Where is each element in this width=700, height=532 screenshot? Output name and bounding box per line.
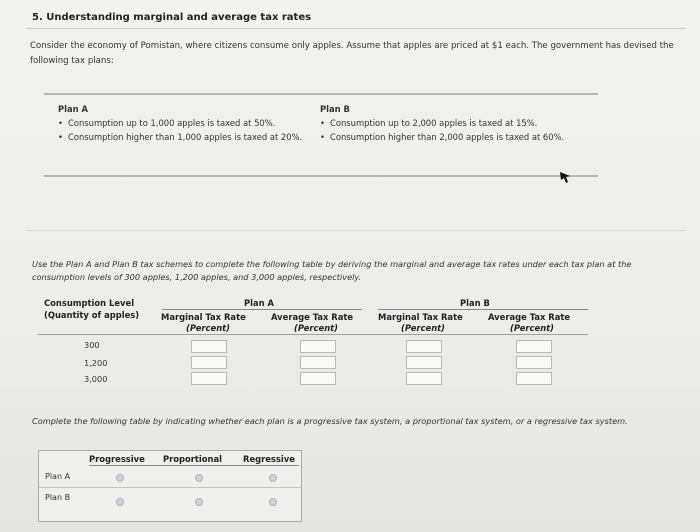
system-row-plan-a: Plan A <box>45 472 71 481</box>
b-marginal-3000-input[interactable] <box>406 372 442 385</box>
rates-header-rule <box>38 334 588 335</box>
progressive-header: Progressive <box>89 454 145 464</box>
question-intro: Consider the economy of Pomistan, where citizens consume only apples. Assume that apples are priced at $1 each. The government has devised the following tax plans: <box>30 41 674 66</box>
regressive-header: Regressive <box>243 454 295 464</box>
a-average-3000-input[interactable] <box>300 372 336 385</box>
plan-b-regressive-radio[interactable] <box>269 498 277 506</box>
b-marginal-300-input[interactable] <box>406 340 442 353</box>
plan-a-progressive-radio[interactable] <box>116 474 124 482</box>
mouse-cursor-icon <box>558 170 572 184</box>
plan-a-block <box>58 102 308 144</box>
plan-b-bullet: • Consumption higher than 2,000 apples is taxed at 60%. <box>320 130 578 144</box>
b-average-1200-input[interactable] <box>516 356 552 369</box>
system-header-rule <box>89 465 299 466</box>
b-marginal-1200-input[interactable] <box>406 356 442 369</box>
plans-bottom-rule <box>44 175 598 177</box>
plan-b-title: Plan B <box>320 104 350 114</box>
plan-a-bullets <box>58 116 308 144</box>
plan-a-proportional-radio[interactable] <box>195 474 203 482</box>
plan-a-title: Plan A <box>58 104 89 114</box>
row-label-1200: 1,200 <box>84 358 108 368</box>
b-average-3000-input[interactable] <box>516 372 552 385</box>
row-label-3000: 3,000 <box>84 374 108 384</box>
b-marginal-percent: (Percent) <box>401 323 445 333</box>
a-marginal-3000-input[interactable] <box>191 372 227 385</box>
b-average-percent: (Percent) <box>510 323 554 333</box>
plan-b-group-rule <box>378 309 588 310</box>
plan-a-group-rule <box>162 309 362 310</box>
section-divider <box>26 230 686 231</box>
plan-b-bullet: • Consumption up to 2,000 apples is taxed at 15%. <box>320 116 578 130</box>
plans-top-rule <box>44 93 598 95</box>
plan-a-bullet: • Consumption up to 1,000 apples is taxed at 50%. <box>58 116 308 130</box>
row-label-300: 300 <box>84 340 100 350</box>
a-average-1200-input[interactable] <box>300 356 336 369</box>
proportional-header: Proportional <box>163 454 223 464</box>
rates-table-instruction: Use the Plan A and Plan B tax schemes to complete the following table by deriving the marginal and average tax rates under each tax plan at the consumption levels of 300 apples, 1,200 apples, and 3,000 apples, respectively. <box>32 259 632 282</box>
a-marginal-header: Marginal Tax Rate <box>161 312 246 322</box>
plan-b-group-header: Plan B <box>460 298 490 308</box>
a-average-300-input[interactable] <box>300 340 336 353</box>
question-title: 5. Understanding marginal and average tax rates <box>32 12 312 23</box>
plan-b-progressive-radio[interactable] <box>116 498 124 506</box>
consumption-subheader: (Quantity of apples) <box>44 310 140 320</box>
system-row-divider <box>39 487 301 488</box>
plan-b-block <box>320 102 578 144</box>
consumption-header: Consumption Level <box>44 298 135 308</box>
plan-b-bullets <box>320 116 578 144</box>
plan-a-bullet: • Consumption higher than 1,000 apples is taxed at 20%. <box>58 130 308 144</box>
plan-a-group-header: Plan A <box>244 298 275 308</box>
b-average-300-input[interactable] <box>516 340 552 353</box>
title-divider <box>26 28 686 29</box>
plan-b-proportional-radio[interactable] <box>195 498 203 506</box>
system-row-plan-b: Plan B <box>45 493 71 502</box>
tax-system-table <box>38 450 302 522</box>
b-marginal-header: Marginal Tax Rate <box>378 312 463 322</box>
plan-a-regressive-radio[interactable] <box>269 474 277 482</box>
a-marginal-percent: (Percent) <box>186 323 230 333</box>
a-average-percent: (Percent) <box>294 323 338 333</box>
system-table-instruction: Complete the following table by indicating whether each plan is a progressive tax system, a proportional tax system, or a regressive tax system. <box>32 416 628 426</box>
a-average-header: Average Tax Rate <box>271 312 354 322</box>
b-average-header: Average Tax Rate <box>488 312 571 322</box>
a-marginal-1200-input[interactable] <box>191 356 227 369</box>
a-marginal-300-input[interactable] <box>191 340 227 353</box>
